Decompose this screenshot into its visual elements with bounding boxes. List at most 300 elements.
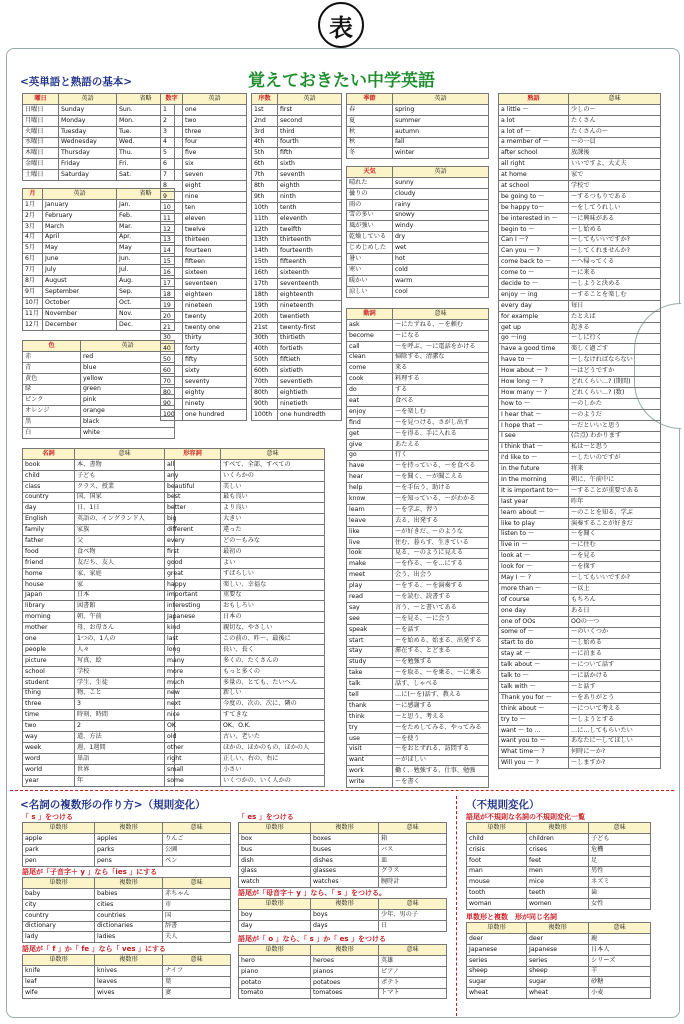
table-cell: 家 xyxy=(75,579,175,590)
table-row xyxy=(499,703,661,714)
table-cell: ～をおとずれる、訪問する xyxy=(393,744,489,755)
table-cell: 乾燥している xyxy=(347,232,393,243)
table-cell: say xyxy=(347,603,393,614)
table-cell: mice xyxy=(527,877,589,888)
table-cell: fourteen xyxy=(183,246,247,257)
table-row xyxy=(23,775,175,786)
table-cell: ある日 xyxy=(569,605,661,616)
table-row xyxy=(252,377,342,388)
table-cell: tooth xyxy=(467,888,527,899)
table-cell: Thank you for ～ xyxy=(499,692,569,703)
table-cell: ～しようとする xyxy=(569,714,661,725)
table-cell: 2月 xyxy=(23,210,43,221)
table-cell: woman xyxy=(467,899,527,910)
table-cell: ～を作る、～を…にする xyxy=(393,559,489,570)
table-cell: ～を書く xyxy=(393,777,489,788)
table-row xyxy=(347,744,489,755)
table-row xyxy=(161,388,247,399)
table-cell: 楽しい、幸福な xyxy=(221,579,325,590)
table-row xyxy=(23,104,175,115)
table-cell: park xyxy=(23,844,95,855)
table-row xyxy=(23,428,175,439)
column-header: 意味 xyxy=(163,823,231,834)
table-row xyxy=(161,192,247,203)
table-row xyxy=(161,279,247,290)
table-cell: 月曜日 xyxy=(23,115,59,126)
table-row xyxy=(23,373,175,384)
table-cell: twelve xyxy=(183,224,247,235)
table-cell: study xyxy=(347,657,393,668)
column-header: 複数形 xyxy=(527,823,589,834)
table-cell: 新しい xyxy=(221,688,325,699)
table-row xyxy=(23,590,175,601)
table-cell: ～を知っている、～がわかる xyxy=(393,494,489,505)
table-cell: 14 xyxy=(161,246,183,257)
table-row xyxy=(23,688,175,699)
table-cell: ladies xyxy=(95,932,163,943)
table-row xyxy=(499,115,661,126)
table-cell: parks xyxy=(95,844,163,855)
table-row xyxy=(23,514,175,525)
table-row xyxy=(23,743,175,754)
table-cell: ～し始める xyxy=(569,224,661,235)
table-cell: 寒い xyxy=(347,265,393,276)
table-cell: 母、お母さん xyxy=(75,623,175,634)
table-cell: one hundred xyxy=(183,409,247,420)
table-cell: four xyxy=(183,137,247,148)
table-cell: ～を楽しむ xyxy=(393,407,489,418)
table-cell: time xyxy=(23,710,75,721)
table-cell: Can you ～ ? xyxy=(499,246,569,257)
column-header: 省略 xyxy=(117,189,175,200)
table-cell: small xyxy=(165,764,221,775)
table-cell: 演奏することが好きだ xyxy=(569,518,661,529)
table-row xyxy=(347,330,489,341)
table-cell: 11月 xyxy=(23,308,43,319)
table-cell: 10th xyxy=(252,202,278,213)
table-cell: be going to ～ xyxy=(499,192,569,203)
table-cell: have xyxy=(347,461,393,472)
table-row xyxy=(499,442,661,453)
table-cell: Oct. xyxy=(117,297,175,308)
table-cell: yellow xyxy=(81,373,175,384)
table-cell: thank xyxy=(347,701,393,712)
days-table xyxy=(22,93,175,181)
table-cell: series xyxy=(527,955,589,966)
table-cell: すてきな xyxy=(221,710,325,721)
table-cell: of course xyxy=(499,594,569,605)
table-row xyxy=(499,682,661,693)
table-cell: ～してもいいですか? xyxy=(569,573,661,584)
table-cell: ～に泊まる xyxy=(569,649,661,660)
table-cell: sixth xyxy=(278,159,342,170)
column-header: 複数形 xyxy=(311,899,379,910)
table-row xyxy=(499,159,661,170)
table-cell: meet xyxy=(347,570,393,581)
table-row xyxy=(252,137,342,148)
table-row xyxy=(347,559,489,570)
table-cell: want ～ to ... xyxy=(499,725,569,736)
table-row xyxy=(23,655,175,666)
table-cell: pink xyxy=(81,395,175,406)
table-row xyxy=(23,297,175,308)
table-row xyxy=(161,159,247,170)
table-cell: 起きる xyxy=(569,322,661,333)
table-row xyxy=(165,634,325,645)
table-row xyxy=(499,235,661,246)
table-cell: new xyxy=(165,688,221,699)
table-row xyxy=(23,965,231,976)
table-cell: ～に感謝する xyxy=(393,701,489,712)
table-cell: 父 xyxy=(75,536,175,547)
table-row xyxy=(347,668,489,679)
table-cell: thing xyxy=(23,688,75,699)
table-cell: blue xyxy=(81,362,175,373)
table-cell: take xyxy=(347,668,393,679)
table-cell: 2 xyxy=(161,115,183,126)
table-row xyxy=(499,224,661,235)
table-cell: talk to ～ xyxy=(499,671,569,682)
page-title: 覚えておきたい中学英語 xyxy=(248,71,435,91)
table-row xyxy=(467,988,651,999)
table-cell: オレンジ xyxy=(23,406,81,417)
table-cell: すばらしい xyxy=(221,568,325,579)
table-cell: find xyxy=(347,417,393,428)
table-row xyxy=(23,568,175,579)
column-header: 意味 xyxy=(221,449,325,460)
table-cell: crises xyxy=(527,844,589,855)
table-cell: 学生、生徒 xyxy=(75,677,175,688)
table-cell: 物、こと xyxy=(75,688,175,699)
section-title-irregular: （不規則変化） xyxy=(466,799,540,811)
table-cell: hot xyxy=(393,254,489,265)
table-cell: 朝に、午前中に xyxy=(569,475,661,486)
table-header-row xyxy=(347,94,489,105)
table-cell: eighty xyxy=(183,388,247,399)
table-cell: boy xyxy=(239,909,311,920)
table-row xyxy=(23,677,175,688)
column-header: 英語 xyxy=(393,94,489,105)
table-cell: ピアノ xyxy=(379,966,447,977)
table-cell: 6th xyxy=(252,159,278,170)
table-cell: 週、1週間 xyxy=(75,743,175,754)
table-cell: 人々 xyxy=(75,645,175,656)
table-row xyxy=(23,764,175,775)
table-cell: 何時に～か? xyxy=(569,747,661,758)
table-cell: call xyxy=(347,341,393,352)
table-cell: 行く xyxy=(393,450,489,461)
table-row xyxy=(165,623,325,634)
table-cell: ～へ帰ってくる xyxy=(569,257,661,268)
table-cell: 13 xyxy=(161,235,183,246)
table-cell: babies xyxy=(95,888,163,899)
table-row xyxy=(499,616,661,627)
colors-table xyxy=(22,340,175,439)
table-cell: 今度の、次の、次に、隣の xyxy=(221,699,325,710)
table-cell: talk about ～ xyxy=(499,660,569,671)
table-row xyxy=(467,944,651,955)
table-row xyxy=(161,148,247,159)
table-cell: 8 xyxy=(161,181,183,192)
table-cell: OK、O.K. xyxy=(221,721,325,732)
column-header: 意味 xyxy=(589,823,651,834)
table-cell: 食べる xyxy=(393,396,489,407)
table-cell: ～の一員 xyxy=(569,137,661,148)
table-cell: 日曜日 xyxy=(23,104,59,115)
table-row xyxy=(347,711,489,722)
table-cell: nice xyxy=(165,710,221,721)
table-row xyxy=(252,181,342,192)
table-row xyxy=(23,406,175,417)
table-row xyxy=(499,714,661,725)
table-cell: friend xyxy=(23,557,75,568)
table-cell: for example xyxy=(499,311,569,322)
table-row xyxy=(347,319,489,330)
table-row xyxy=(23,666,175,677)
table-cell: ～しますか? xyxy=(569,758,661,769)
table-cell: ～のようだ xyxy=(569,409,661,420)
table-cell: think about ～ xyxy=(499,703,569,714)
table-cell: one xyxy=(23,634,75,645)
table-row xyxy=(252,366,342,377)
table-row xyxy=(161,137,247,148)
table-cell: April xyxy=(43,232,117,243)
table-cell: 15th xyxy=(252,257,278,268)
table-cell: at home xyxy=(499,170,569,181)
table-cell: たくさんの～ xyxy=(569,126,661,137)
plural-es-label: 「 es 」をつける xyxy=(238,813,294,821)
table-cell: boys xyxy=(311,909,379,920)
table-cell: beautiful xyxy=(165,481,221,492)
table-row xyxy=(347,472,489,483)
table-cell: leaves xyxy=(95,976,163,987)
table-row xyxy=(161,377,247,388)
table-cell: child xyxy=(467,833,527,844)
table-row xyxy=(499,300,661,311)
table-cell: いくつかの、いく人かの xyxy=(221,775,325,786)
table-cell: look at ～ xyxy=(499,551,569,562)
table-cell: come xyxy=(347,363,393,374)
table-cell: feet xyxy=(527,855,589,866)
table-cell: all right xyxy=(499,159,569,170)
front-side-badge xyxy=(318,2,364,48)
table-cell: 30th xyxy=(252,333,278,344)
table-cell: heroes xyxy=(311,955,379,966)
column-header: 英語 xyxy=(59,94,117,105)
table-row xyxy=(499,246,661,257)
table-cell: city xyxy=(23,899,95,910)
table-cell: ペン xyxy=(163,855,231,866)
table-cell: 箱 xyxy=(379,833,447,844)
table-row xyxy=(499,181,661,192)
table-cell: watch xyxy=(239,877,311,888)
table-row xyxy=(347,581,489,592)
irregular-label: 語尾が不規則な名詞の不規則変化一覧 xyxy=(466,813,585,821)
table-row xyxy=(499,344,661,355)
table-row xyxy=(252,300,342,311)
table-cell: come to ～ xyxy=(499,268,569,279)
table-cell: family xyxy=(23,525,75,536)
table-cell: 80th xyxy=(252,388,278,399)
table-cell: tell xyxy=(347,690,393,701)
table-cell: hear xyxy=(347,472,393,483)
table-cell: 100 xyxy=(161,409,183,420)
table-row xyxy=(499,573,661,584)
table-cell: 最も良い xyxy=(221,492,325,503)
table-cell: 妻 xyxy=(163,987,231,998)
table-row xyxy=(23,319,175,330)
table-cell: fifth xyxy=(278,148,342,159)
table-cell: best xyxy=(165,492,221,503)
table-cell: Japanese xyxy=(467,944,527,955)
table-cell: Sat. xyxy=(117,170,175,181)
table-cell: Thursday xyxy=(59,148,117,159)
table-cell: apples xyxy=(95,833,163,844)
table-cell: tomatoes xyxy=(311,988,379,999)
table-cell: January xyxy=(43,199,117,210)
column-header: 熟語 xyxy=(499,94,569,105)
table-row xyxy=(165,536,325,547)
table-row xyxy=(467,933,651,944)
table-cell: a member of ～ xyxy=(499,137,569,148)
table-header-row xyxy=(23,878,231,889)
table-cell: 100th xyxy=(252,409,278,420)
table-row xyxy=(252,409,342,420)
table-row xyxy=(499,605,661,616)
table-row xyxy=(239,966,447,977)
table-row xyxy=(499,627,661,638)
table-row xyxy=(165,525,325,536)
table-row xyxy=(499,257,661,268)
column-header: 意味 xyxy=(379,899,447,910)
table-cell: box xyxy=(239,833,311,844)
table-cell: library xyxy=(23,601,75,612)
table-row xyxy=(499,333,661,344)
table-row xyxy=(467,833,651,844)
table-cell: ask xyxy=(347,319,393,330)
table-cell: series xyxy=(467,955,527,966)
table-row xyxy=(161,268,247,279)
table-cell: rainy xyxy=(393,199,489,210)
table-cell: ～になる xyxy=(393,330,489,341)
table-cell: 料理する xyxy=(393,374,489,385)
table-cell: ～のいくつか xyxy=(569,627,661,638)
table-row xyxy=(161,398,247,409)
table-cell: autumn xyxy=(393,126,489,137)
table-cell: 18 xyxy=(161,290,183,301)
table-cell: student xyxy=(23,677,75,688)
table-cell: pianos xyxy=(311,966,379,977)
table-cell: 英雄 xyxy=(379,955,447,966)
table-row xyxy=(347,115,489,126)
table-cell: twenty-first xyxy=(278,322,342,333)
table-cell: black xyxy=(81,417,175,428)
table-cell: glass xyxy=(239,866,311,877)
table-cell: 多量の、とても、たいへん xyxy=(221,677,325,688)
column-header: 単数形 xyxy=(23,878,95,889)
column-header: 英語 xyxy=(278,94,342,105)
table-cell: crisis xyxy=(467,844,527,855)
table-cell: 夏 xyxy=(347,115,393,126)
table-row xyxy=(23,287,175,298)
table-cell: baby xyxy=(23,888,95,899)
table-cell: seventieth xyxy=(278,377,342,388)
column-header: 複数形 xyxy=(311,823,379,834)
table-cell: 7th xyxy=(252,170,278,181)
table-row xyxy=(23,623,175,634)
table-row xyxy=(165,710,325,721)
table-cell: 朝、午前 xyxy=(75,612,175,623)
table-cell: sugar xyxy=(527,977,589,988)
table-cell: eat xyxy=(347,396,393,407)
table-cell: October xyxy=(43,297,117,308)
table-row xyxy=(161,181,247,192)
table-cell: How many ～ ? xyxy=(499,388,569,399)
table-cell: May xyxy=(117,243,175,254)
table-cell: 砂糖 xyxy=(589,977,651,988)
column-header: 動詞 xyxy=(347,309,393,320)
table-row xyxy=(23,932,231,943)
table-cell: ～することが重要である xyxy=(569,486,661,497)
table-cell: every xyxy=(165,536,221,547)
table-cell: 正しい、右の、右に xyxy=(221,753,325,764)
table-cell: 20th xyxy=(252,311,278,322)
table-cell: 来る xyxy=(393,363,489,374)
plural-ies-label: 語尾が「子音字＋ y 」なら「ies 」にする xyxy=(22,868,158,876)
table-cell: 12th xyxy=(252,224,278,235)
table-row xyxy=(165,579,325,590)
table-cell: ～と思う、考える xyxy=(393,711,489,722)
table-cell: interesting xyxy=(165,601,221,612)
table-cell: glasses xyxy=(311,866,379,877)
table-cell: 掃除する、清潔な xyxy=(393,352,489,363)
table-cell: 会う、出会う xyxy=(393,570,489,581)
table-cell: live xyxy=(347,537,393,548)
table-cell: country xyxy=(23,492,75,503)
table-row xyxy=(161,126,247,137)
table-cell: green xyxy=(81,384,175,395)
table-cell: ～がほしい xyxy=(393,755,489,766)
table-cell: be happy to～ xyxy=(499,202,569,213)
table-cell: 秋 xyxy=(347,137,393,148)
table-row xyxy=(499,213,661,224)
table-cell: warm xyxy=(393,275,489,286)
table-cell: 暖かい xyxy=(347,275,393,286)
table-cell: In the morning xyxy=(499,475,569,486)
table-cell: July xyxy=(43,265,117,276)
table-cell: happy xyxy=(165,579,221,590)
table-cell: six xyxy=(183,159,247,170)
table-cell: days xyxy=(311,920,379,931)
table-cell: 50 xyxy=(161,355,183,366)
table-row xyxy=(347,548,489,559)
table-cell: 40th xyxy=(252,344,278,355)
table-cell: better xyxy=(165,503,221,514)
table-cell: ninety xyxy=(183,398,247,409)
table-cell: go ～ing xyxy=(499,333,569,344)
table-row xyxy=(239,855,447,866)
table-cell: 危機 xyxy=(589,844,651,855)
table-row xyxy=(161,409,247,420)
table-cell: Apr. xyxy=(117,232,175,243)
table-cell: ピンク xyxy=(23,395,81,406)
table-cell: 3 xyxy=(75,699,175,710)
column-header: 数字 xyxy=(161,94,183,105)
table-header-row xyxy=(347,309,489,320)
table-row xyxy=(499,638,661,649)
column-header: 意味 xyxy=(163,878,231,889)
table-cell: 冬 xyxy=(347,148,393,159)
